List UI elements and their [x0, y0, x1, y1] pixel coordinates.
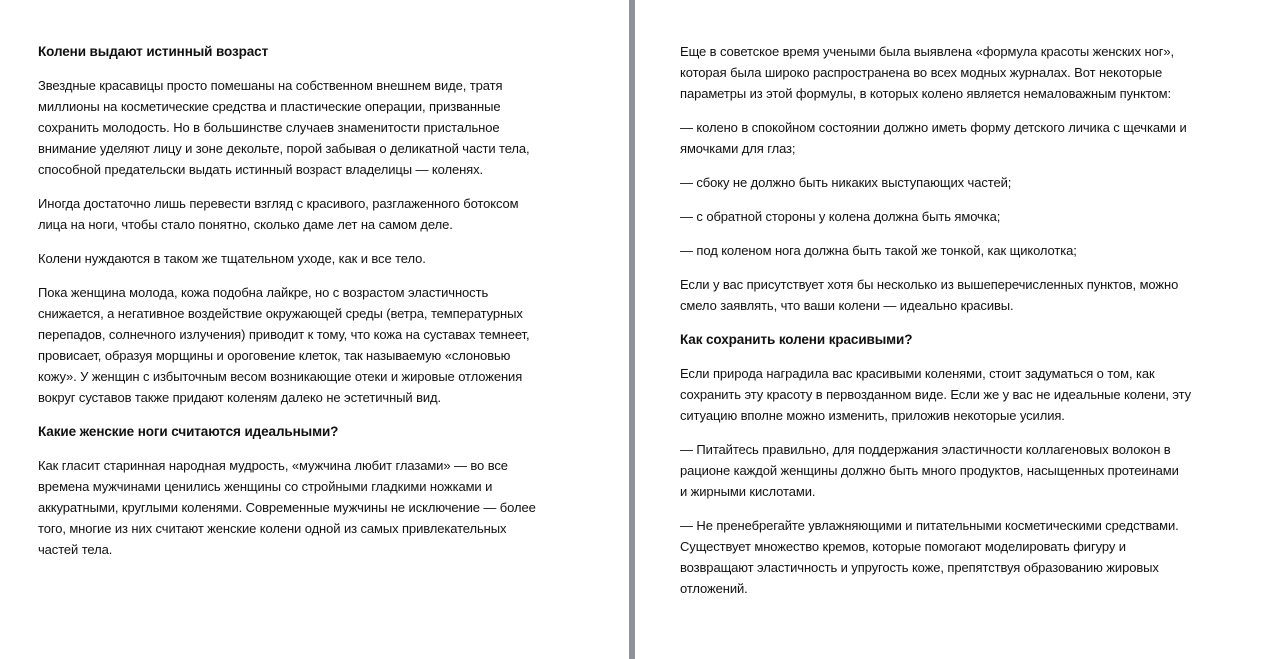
text-line: сохранить эту красоту в первозданном виде. Если же у вас не идеальные колени, эту	[680, 387, 1192, 402]
right-page-content	[680, 41, 1191, 612]
section-heading	[680, 329, 1191, 350]
left-page	[0, 0, 629, 659]
text-line: Пока женщина молода, кожа подобна лайкре, но с возрастом эластичность	[38, 285, 489, 300]
text-line: внимание уделяют лицу и зоне декольте, порой забывая о деликатной части тела,	[38, 141, 530, 156]
paragraph	[38, 455, 536, 560]
text-line: частей тела.	[38, 542, 113, 557]
paragraph	[680, 41, 1191, 104]
paragraph	[38, 282, 536, 408]
text-line: Существует множество кремов, которые помогают моделировать фигуру и	[680, 539, 1126, 554]
text-line: миллионы на косметические средства и пластические операции, призванные	[38, 99, 501, 114]
text-line: ситуацию вполне можно изменить, приложив некоторые усилия.	[680, 408, 1065, 423]
text-line: сохранить молодость. Но в большинстве случаев знаменитости пристальное	[38, 120, 500, 135]
text-line: перепадов, солнечного излучения) приводит к тому, что кожа на суставах темнеет,	[38, 327, 530, 342]
text-line: провисает, образуя морщины и ороговение клеток, так называемую «слоновью	[38, 348, 511, 363]
paragraph	[38, 248, 536, 269]
text-line: — колено в спокойном состоянии должно иметь форму детского личика с щечками и	[680, 120, 1187, 135]
text-line: снижается, а негативное воздействие окружающей среды (ветра, температурных	[38, 306, 523, 321]
text-line: лица на ноги, чтобы стало понятно, сколько даме лет на самом деле.	[38, 217, 453, 232]
text-line: Как сохранить колени красивыми?	[680, 332, 913, 347]
text-line: Какие женские ноги считаются идеальными?	[38, 424, 339, 439]
paragraph	[680, 117, 1191, 159]
text-line: кожу». У женщин с избыточным весом возникающие отеки и жировые отложения	[38, 369, 523, 384]
text-line: Если у вас присутствует хотя бы несколько из вышеперечисленных пунктов, можно	[680, 277, 1179, 292]
text-line: и жирными кислотами.	[680, 484, 816, 499]
text-line: способной предательски выдать истинный возраст владелицы — коленях.	[38, 162, 484, 177]
paragraph	[38, 193, 536, 235]
text-line: Колени выдают истинный возраст	[38, 44, 269, 59]
paragraph	[680, 240, 1191, 261]
text-line: возвращают эластичность и упругость коже, препятствуя образованию жировых	[680, 560, 1159, 575]
section-heading	[38, 421, 536, 442]
left-page-content	[38, 41, 536, 573]
text-line: — с обратной стороны у колена должна быть ямочка;	[680, 209, 1001, 224]
text-line: Колени нуждаются в таком же тщательном уходе, как и все тело.	[38, 251, 426, 266]
text-line: вокруг суставов также придают коленям далеко не эстетичный вид.	[38, 390, 442, 405]
text-line: Еще в советское время учеными была выявлена «формула красоты женских ног»,	[680, 44, 1174, 59]
paragraph	[680, 172, 1191, 193]
text-line: того, многие из них считают женские колени одной из самых привлекательных	[38, 521, 507, 536]
right-page	[635, 0, 1265, 659]
paragraph	[680, 515, 1191, 599]
text-line: ямочками для глаз;	[680, 141, 796, 156]
paragraph	[680, 274, 1191, 316]
text-line: времена мужчинами ценились женщины со стройными гладкими ножками и	[38, 479, 493, 494]
text-line: смело заявлять, что ваши колени — идеально красивы.	[680, 298, 1014, 313]
paragraph	[38, 75, 536, 180]
section-heading	[38, 41, 536, 62]
text-line: — под коленом нога должна быть такой же тонкой, как щиколотка;	[680, 243, 1077, 258]
text-line: — Не пренебрегайте увлажняющими и питательными косметическими средствами.	[680, 518, 1179, 533]
text-line: Если природа наградила вас красивыми коленями, стоит задуматься о том, как	[680, 366, 1155, 381]
text-line: отложений.	[680, 581, 748, 596]
paragraph	[680, 363, 1191, 426]
text-line: Как гласит старинная народная мудрость, «мужчина любит глазами» — во все	[38, 458, 508, 473]
paragraph	[680, 206, 1191, 227]
text-line: аккуратными, круглыми коленями. Современные мужчины не исключение — более	[38, 500, 536, 515]
paragraph	[680, 439, 1191, 502]
text-line: — сбоку не должно быть никаких выступающих частей;	[680, 175, 1012, 190]
text-line: которая была широко распространена во всех модных журналах. Вот некоторые	[680, 65, 1163, 80]
text-line: параметры из этой формулы, в которых колено является немаловажным пунктом:	[680, 86, 1172, 101]
text-line: — Питайтесь правильно, для поддержания эластичности коллагеновых волокон в	[680, 442, 1171, 457]
text-line: рационе каждой женщины должно быть много продуктов, насыщенных протеинами	[680, 463, 1179, 478]
text-line: Иногда достаточно лишь перевести взгляд с красивого, разглаженного ботоксом	[38, 196, 519, 211]
text-line: Звездные красавицы просто помешаны на собственном внешнем виде, тратя	[38, 78, 503, 93]
